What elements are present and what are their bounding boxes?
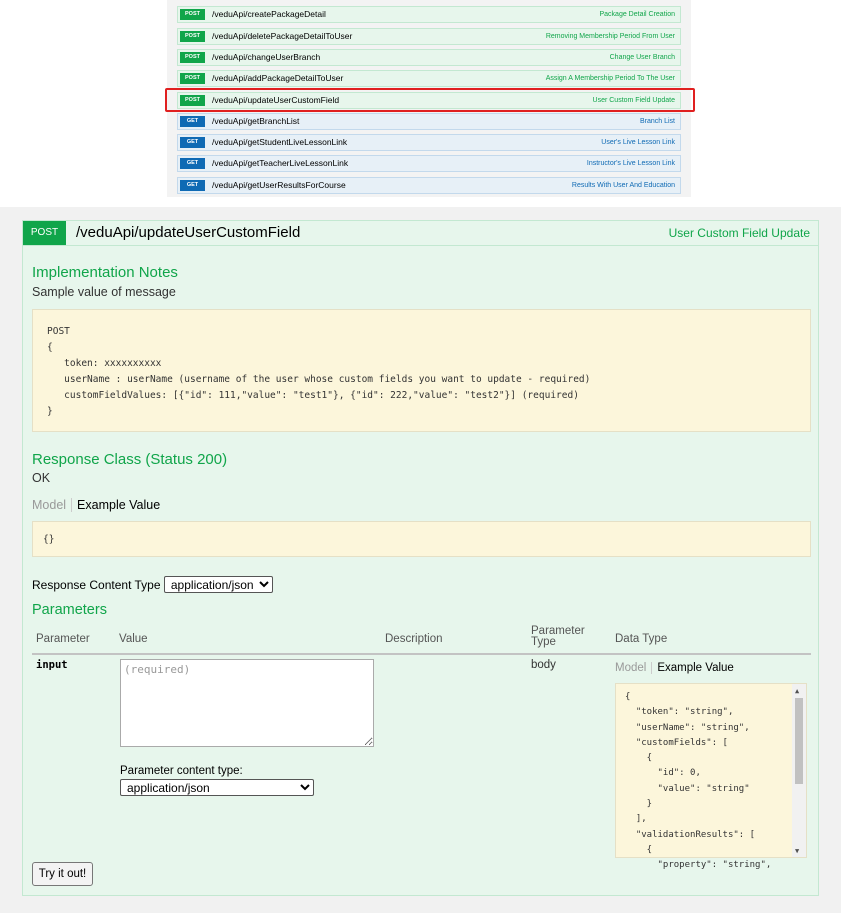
column-parameter-type-line1: Parameter	[531, 625, 585, 637]
endpoint-path[interactable]: /veduApi/getStudentLiveLessonLink	[212, 137, 348, 147]
endpoint-row[interactable]	[177, 134, 681, 151]
endpoint-summary[interactable]: Change User Branch	[609, 54, 675, 61]
endpoint-summary[interactable]: Assign A Membership Period To The User	[545, 75, 675, 82]
endpoint-row[interactable]	[177, 70, 681, 87]
endpoint-summary[interactable]: Instructor's Live Lesson Link	[586, 160, 675, 167]
method-badge: POST	[180, 31, 205, 42]
method-badge: POST	[180, 95, 205, 106]
endpoint-summary[interactable]: User's Live Lesson Link	[601, 139, 675, 146]
response-example	[32, 521, 811, 557]
endpoint-row[interactable]	[177, 28, 681, 45]
column-parameter: Parameter	[36, 633, 90, 645]
operation-path[interactable]: /veduApi/updateUserCustomField	[76, 224, 301, 241]
model-tab[interactable]: Model	[615, 662, 652, 674]
response-example-text: {}	[43, 534, 55, 545]
data-type-example-text: { "token": "string", "userName": "string", "customFields": [ { "id": 0, "value": "string" } ], "validationResults": [ { "property": "string",	[625, 692, 772, 871]
method-badge: POST	[180, 52, 205, 63]
response-class-title: Response Class (Status 200)	[32, 451, 228, 468]
implementation-code-text: POST { token: xxxxxxxxxx userName : userName (username of the user whose custom fields you want to update - required) customFieldValues: [{"id": 111,"value": "test1"}, {"id": 222,"value": "test2"}] (required) }	[47, 326, 591, 417]
response-content-type	[32, 576, 273, 593]
data-type-example[interactable]	[615, 683, 807, 871]
method-badge: GET	[180, 137, 205, 148]
endpoint-row[interactable]	[177, 6, 681, 23]
endpoint-row[interactable]	[177, 177, 681, 194]
method-badge: POST	[180, 73, 205, 84]
implementation-code	[32, 309, 811, 432]
column-parameter-type-line2: Type	[531, 636, 556, 648]
endpoint-summary[interactable]: Removing Membership Period From User	[545, 33, 675, 40]
response-content-type-label: Response Content Type	[32, 578, 161, 592]
endpoint-path[interactable]: /veduApi/getUserResultsForCourse	[212, 180, 346, 190]
endpoint-summary[interactable]: Branch List	[639, 118, 675, 125]
endpoint-path[interactable]: /veduApi/addPackageDetailToUser	[212, 73, 344, 83]
method-badge: GET	[180, 158, 205, 169]
parameters-table-header	[32, 623, 811, 655]
scrollbar[interactable]	[792, 684, 806, 857]
scrollbar-thumb[interactable]	[795, 698, 803, 784]
implementation-notes-text: Sample value of message	[32, 285, 176, 299]
param-content-type-select[interactable]	[120, 779, 314, 796]
endpoint-path[interactable]: /veduApi/deletePackageDetailToUser	[212, 31, 353, 41]
endpoint-summary[interactable]: Package Detail Creation	[599, 11, 675, 18]
endpoint-path[interactable]: /veduApi/changeUserBranch	[212, 52, 321, 62]
try-it-out-button[interactable]: Try it out!	[32, 862, 93, 886]
method-badge: POST	[180, 9, 205, 20]
column-description: Description	[385, 633, 443, 645]
method-badge: GET	[180, 180, 205, 191]
implementation-notes-title: Implementation Notes	[32, 264, 178, 281]
highlight-box	[165, 88, 695, 112]
endpoint-path[interactable]: /veduApi/getBranchList	[212, 116, 300, 126]
param-type: body	[531, 659, 556, 671]
scroll-up-icon[interactable]: ▲	[795, 687, 800, 695]
endpoint-summary[interactable]: Results With User And Education	[571, 182, 675, 189]
response-content-type-select[interactable]	[164, 576, 273, 593]
scroll-down-icon[interactable]: ▼	[795, 847, 800, 855]
endpoint-path[interactable]: /veduApi/getTeacherLiveLessonLink	[212, 158, 349, 168]
response-tabs	[32, 498, 160, 512]
param-value-input[interactable]	[120, 659, 374, 747]
column-parameter-type	[531, 626, 585, 648]
operation-header[interactable]	[23, 221, 818, 246]
endpoint-path[interactable]: /veduApi/createPackageDetail	[212, 9, 326, 19]
endpoint-row[interactable]	[177, 155, 681, 172]
operation-panel	[22, 220, 819, 896]
endpoint-path[interactable]: /veduApi/updateUserCustomField	[212, 95, 340, 105]
endpoint-row[interactable]	[177, 113, 681, 130]
example-value-tab[interactable]: Example Value	[657, 662, 734, 674]
data-type-tabs	[615, 662, 734, 674]
example-value-tab[interactable]: Example Value	[77, 498, 161, 512]
model-tab[interactable]: Model	[32, 498, 72, 512]
operation-summary[interactable]: User Custom Field Update	[668, 226, 810, 240]
column-data-type: Data Type	[615, 633, 668, 645]
parameters-title: Parameters	[32, 602, 107, 618]
method-badge: GET	[180, 116, 205, 127]
method-badge[interactable]: POST	[23, 221, 66, 245]
column-value: Value	[119, 633, 148, 645]
endpoint-row[interactable]	[177, 49, 681, 66]
response-status: OK	[32, 471, 51, 485]
param-content-type-label: Parameter content type:	[120, 765, 243, 777]
param-name: input	[36, 659, 68, 671]
endpoint-summary[interactable]: User Custom Field Update	[592, 97, 675, 104]
